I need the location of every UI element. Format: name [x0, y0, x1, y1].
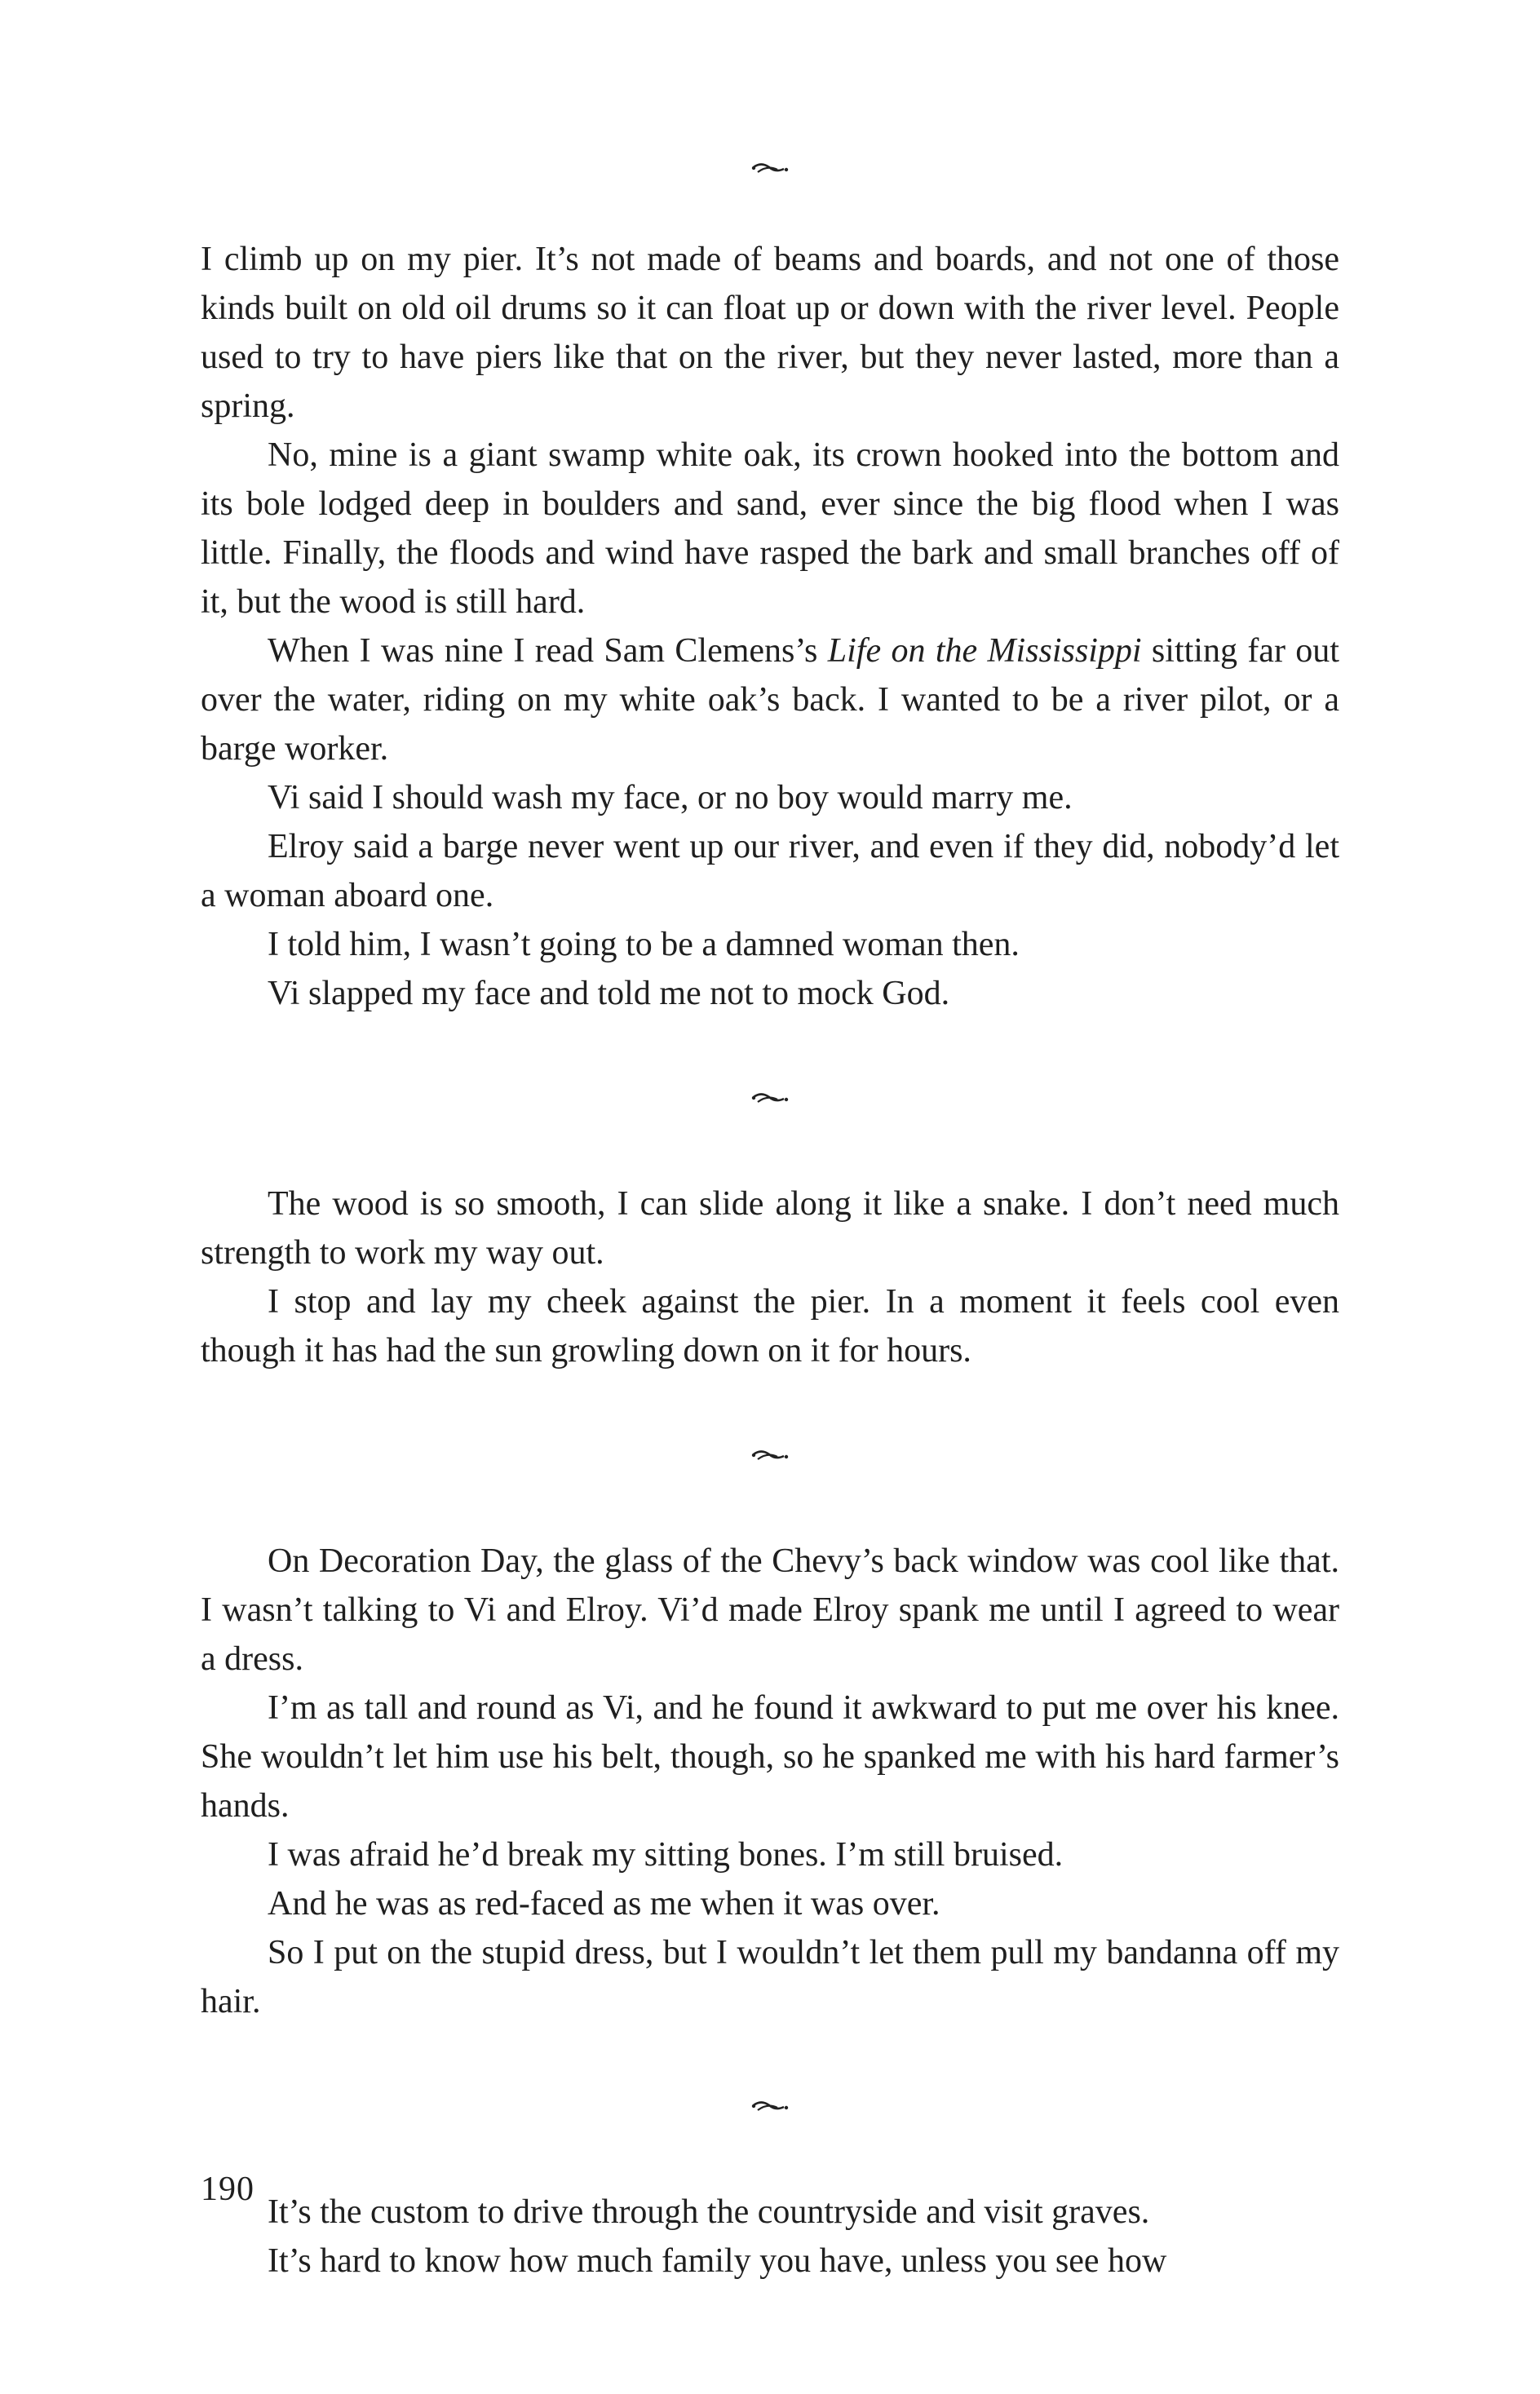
paragraph: Vi said I should wash my face, or no boy would marry me.	[268, 779, 1073, 816]
paragraph: It’s the custom to drive through the countryside and visit graves.	[268, 2193, 1150, 2231]
section-divider	[201, 1375, 1339, 1537]
paragraph: I told him, I wasn’t going to be a damned woman then.	[268, 926, 1020, 963]
body-text	[201, 235, 1339, 2286]
paragraph: I stop and lay my cheek against the pier. In a moment it feels cool even though it has had the sun growling down on it for hours.	[201, 1283, 1339, 1370]
paragraph: I was afraid he’d break my sitting bones. I’m still bruised.	[268, 1836, 1064, 1874]
paragraph-text: When I was nine I read Sam Clemens’s	[268, 632, 828, 670]
section-break-ornament-icon	[751, 2098, 789, 2116]
section-3	[201, 1537, 1339, 2026]
section-break-ornament-icon	[751, 160, 789, 178]
section-break-ornament-icon	[751, 1090, 789, 1108]
paragraph: So I put on the stupid dress, but I wouldn’t let them pull my bandanna off my hair.	[201, 1934, 1339, 2020]
paragraph	[201, 626, 1339, 773]
paragraph: No, mine is a giant swamp white oak, its crown hooked into the bottom and its bole lodged deep in boulders and sand, ever since the big flood when I was little. Finally, the floods and wind have rasped the bark and small branches off of it, but the wood is still hard.	[201, 436, 1339, 621]
book-title: Life on the Mississippi	[827, 632, 1142, 670]
section-4	[201, 2188, 1339, 2286]
section-1	[201, 235, 1339, 1018]
section-divider	[201, 1018, 1339, 1179]
top-divider	[0, 160, 1540, 178]
paragraph: And he was as red-faced as me when it was over.	[268, 1885, 940, 1923]
section-divider	[201, 2026, 1339, 2188]
paragraph-text: sitting far out over the water, riding on my white oak’s back. I wanted to be a river pilot, or a barge worker.	[201, 632, 1339, 768]
page-number: 190	[201, 2171, 254, 2208]
section-2	[201, 1179, 1339, 1375]
paragraph: It’s hard to know how much family you have, unless you see how	[268, 2242, 1167, 2280]
paragraph: I’m as tall and round as Vi, and he found it awkward to put me over his knee. She wouldn’t let him use his belt, though, so he spanked me with his hard farmer’s hands.	[201, 1689, 1339, 1825]
section-break-ornament-icon	[751, 1447, 789, 1465]
paragraph: I climb up on my pier. It’s not made of beams and boards, and not one of those kinds built on old oil drums so it can float up or down with the river level. People used to try to have piers like that on the river, but they never lasted, more than a spring.	[201, 241, 1339, 425]
paragraph: Vi slapped my face and told me not to mock God.	[268, 975, 950, 1012]
paragraph: The wood is so smooth, I can slide along it like a snake. I don’t need much strength to work my way out.	[201, 1185, 1339, 1272]
paragraph: Elroy said a barge never went up our river, and even if they did, nobody’d let a woman aboard one.	[201, 828, 1339, 914]
paragraph: On Decoration Day, the glass of the Chevy’s back window was cool like that. I wasn’t talking to Vi and Elroy. Vi’d made Elroy spank me until I agreed to wear a dress.	[201, 1542, 1339, 1678]
